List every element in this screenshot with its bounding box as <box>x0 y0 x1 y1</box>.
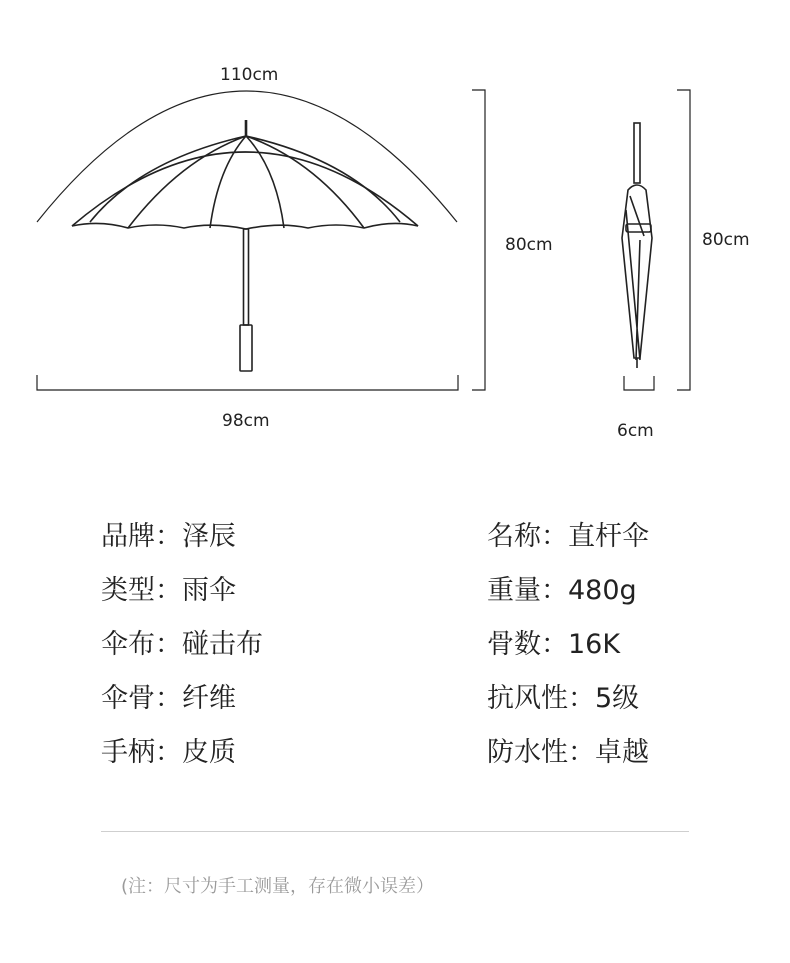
spec-value: 5级 <box>595 683 640 714</box>
spec-label: 防水性 <box>487 737 568 768</box>
spec-row-brand <box>101 521 236 553</box>
spec-separator: ： <box>568 737 595 768</box>
measurement-footnote: (注：尺寸为手工测量，存在微小误差） <box>121 876 435 897</box>
spec-value: 480g <box>568 575 637 606</box>
canopy-arc-dimension-line <box>37 91 457 222</box>
spec-label: 伞骨 <box>101 683 155 714</box>
spec-row-fabric <box>101 629 263 661</box>
spec-label: 抗风性 <box>487 683 568 714</box>
spec-value: 纤维 <box>182 683 236 714</box>
label-closed-length: 80cm <box>702 230 750 250</box>
spec-value: 卓越 <box>595 737 649 768</box>
spec-label: 类型 <box>101 575 155 606</box>
label-canopy-arc-length: 110cm <box>220 65 279 85</box>
spec-value: 泽辰 <box>182 521 236 552</box>
label-open-height: 80cm <box>505 235 553 255</box>
spec-row-name <box>487 521 649 553</box>
spec-value: 皮质 <box>182 737 236 768</box>
spec-label: 名称 <box>487 521 541 552</box>
spec-row-weight <box>487 575 637 607</box>
spec-row-frame <box>101 683 236 715</box>
spec-separator: ： <box>541 629 568 660</box>
spec-label: 品牌 <box>101 521 155 552</box>
canopy-rim <box>72 223 418 229</box>
spec-separator: ： <box>541 575 568 606</box>
label-canopy-width: 98cm <box>222 411 270 431</box>
height-dimension-bracket <box>472 90 485 390</box>
spec-row-waterproof <box>487 737 649 769</box>
closed-umbrella-strap <box>626 224 651 232</box>
width-dimension-bracket <box>37 375 458 390</box>
spec-label: 手柄 <box>101 737 155 768</box>
spec-row-ribs <box>487 629 620 661</box>
spec-separator: ： <box>568 683 595 714</box>
umbrella-dimension-diagram <box>0 0 790 480</box>
label-closed-width: 6cm <box>617 421 654 441</box>
closed-umbrella-illustration <box>622 90 690 390</box>
umbrella-handle <box>240 325 252 371</box>
spec-value: 16K <box>568 629 621 660</box>
divider <box>101 831 689 832</box>
spec-separator: ： <box>155 737 182 768</box>
spec-separator: ： <box>155 683 182 714</box>
spec-separator: ： <box>155 629 182 660</box>
spec-label: 重量 <box>487 575 541 606</box>
umbrella-shaft <box>244 229 249 325</box>
closed-umbrella-handle <box>634 123 640 183</box>
spec-separator: ： <box>541 521 568 552</box>
closed-umbrella-folds <box>626 196 644 360</box>
spec-row-wind-resistance <box>487 683 639 715</box>
spec-value: 直杆伞 <box>568 521 649 552</box>
spec-label: 骨数 <box>487 629 541 660</box>
spec-label: 伞布 <box>101 629 155 660</box>
spec-separator: ： <box>155 521 182 552</box>
spec-row-type <box>101 575 236 607</box>
spec-separator: ： <box>155 575 182 606</box>
spec-value: 雨伞 <box>182 575 236 606</box>
closed-length-dimension-bracket <box>677 90 690 390</box>
closed-width-dimension-bracket <box>624 376 654 390</box>
spec-row-handle <box>101 737 236 769</box>
spec-value: 碰击布 <box>182 629 263 660</box>
open-umbrella-illustration <box>37 90 485 390</box>
